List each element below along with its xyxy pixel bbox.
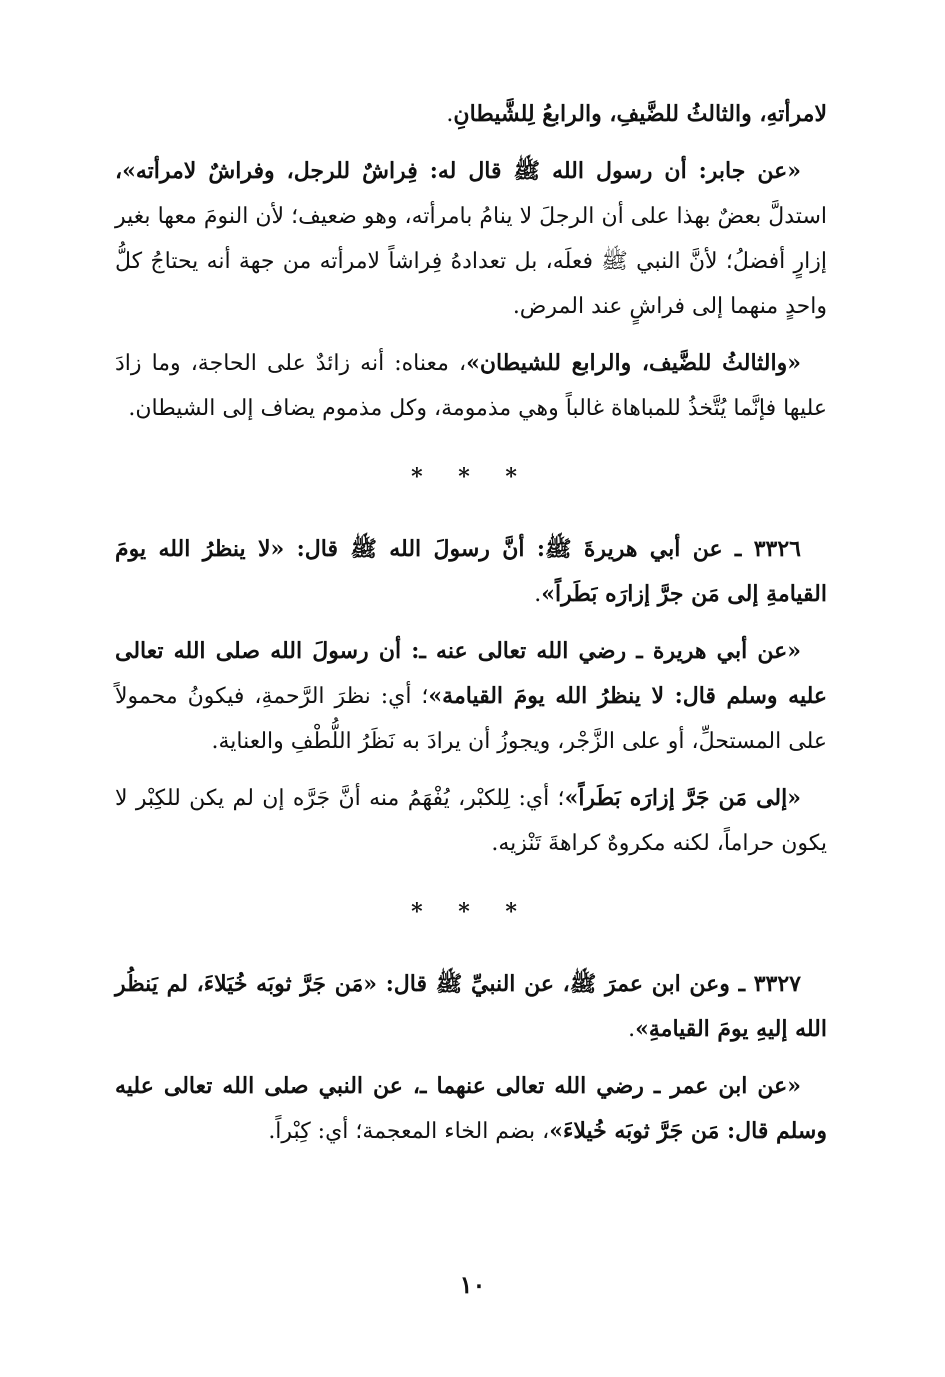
hadith-3326-bold: ٣٣٢٦ ـ عن أبي هريرةَ ﷺ: أنَّ رسولَ الله ﷺ قال: «لا ينظرُ الله يومَ القيامةِ إلى مَن جرَّ إزارَه بَطَراً» (115, 536, 827, 607)
hadith-3327-text: . (628, 1017, 636, 1042)
paragraph-6-text: ، بضم الخاء المعجمة؛ أي: كِبْراً. (268, 1119, 550, 1144)
page-body (115, 92, 827, 1166)
section-separator-2: * * * (411, 899, 531, 925)
paragraph-4-text: ؛ أي: نظرَ الرَّحمةِ، فيكونُ محمولاً على المستحلِّ، أو على الزَّجْر، ويجوزُ أن يرادَ به نَظَرُ اللُّطْفِ والعناية. (115, 684, 827, 754)
paragraph-3-bold: «والثالثُ للضَّيف، والرابع للشيطان» (466, 350, 802, 376)
paragraph-2 (115, 149, 827, 329)
paragraph-1 (115, 92, 827, 137)
section-separator-1: * * * (411, 464, 531, 490)
hadith-3326-text: . (534, 582, 542, 607)
paragraph-3-text: ، معناه: أنه زائدٌ على الحاجة، وما زادَ عليها فإنَّما يُتَّخذُ للمباهاة غالباً وهي مذمومة، وكل مذموم يضاف إلى الشيطان. (115, 351, 827, 421)
paragraph-5-bold: «إلى مَن جَرَّ إزارَه بَطَراً» (564, 785, 801, 811)
page-number: ١٠ (459, 1270, 486, 1299)
paragraph-4-bold: «عن أبي هريرة ـ رضي الله تعالى عنه ـ: أن رسولَ الله صلى الله تعالى عليه وسلم قال: لا ينظرُ الله يومَ القيامة» (115, 638, 827, 709)
paragraph-1-text: . (446, 102, 454, 127)
paragraph-5 (115, 776, 827, 866)
paragraph-5-text: ؛ أي: لِلكبْر، يُفْهَمُ منه أنَّ جَرَّه إن لم يكن للكِبْر لا يكون حراماً، لكنه مكروهٌ كراهةَ تَنْزيه. (115, 786, 827, 856)
paragraph-3 (115, 341, 827, 431)
paragraph-1-bold: لامرأتهِ، والثالثُ للضَّيفِ، والرابعُ لِلشَّيطانِ (453, 101, 827, 127)
hadith-3326 (115, 527, 827, 617)
paragraph-6 (115, 1064, 827, 1154)
hadith-3327-bold: ٣٣٢٧ ـ وعن ابن عمرَ ﷺ، عن النبيِّ ﷺ قال: «مَن جَرَّ ثوبَه خُيَلاءَ، لم يَنظُر الله إليهِ يومَ القيامةِ» (115, 971, 827, 1042)
hadith-3327 (115, 962, 827, 1052)
paragraph-2-text: استدلَّ بعضٌ بهذا على أن الرجلَ لا ينامُ بامرأته، وهو ضعيف؛ لأن النومَ معها بغير إزارٍ أفضلُ؛ لأنَّ النبي ﷺ فعلَه، بل تعدادهُ فِراشاً لامرأته من جهة أنه يحتاجُ كلُّ واحدٍ منهما إلى فراشٍ عند المرض. (115, 204, 827, 319)
paragraph-2-bold: «عن جابر: أن رسول الله ﷺ قال له: فِراشٌ للرجل، وفراشٌ لامرأته»، (115, 158, 801, 184)
paragraph-6-bold: «عن ابن عمر ـ رضي الله تعالى عنهما ـ، عن النبي صلى الله تعالى عليه وسلم قال: مَن جَرَّ ثوبَه خُيلاءَ» (115, 1073, 827, 1144)
paragraph-4 (115, 629, 827, 764)
